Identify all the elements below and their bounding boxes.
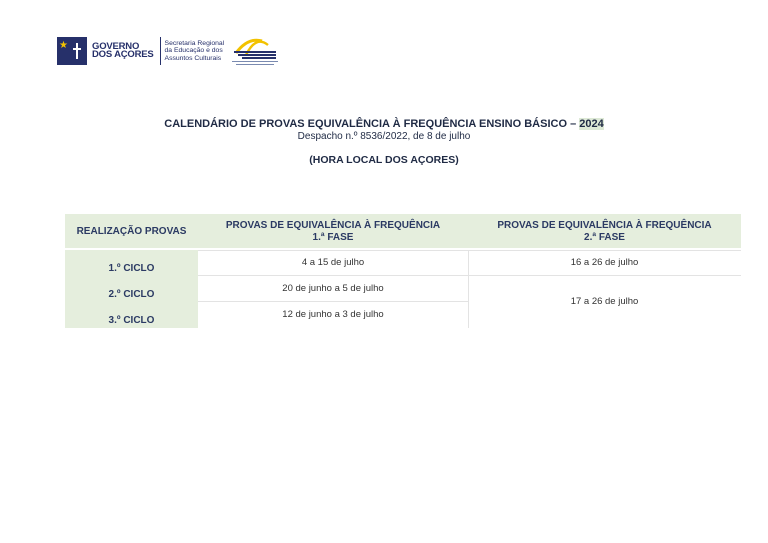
title-block [0,118,768,166]
table-line [198,250,741,251]
cell-1ciclo-fase1: 4 a 15 de julho [301,257,365,268]
cell-2-3ciclo-fase2: 17 a 26 de julho [570,296,639,307]
row-label-2-ciclo: 2.º CICLO [65,276,198,302]
logo-divider [160,37,161,65]
acores-emblem-icon: ★ [57,37,87,65]
governo-acores-logo [57,36,224,66]
row-label-3-ciclo: 3.º CICLO [65,302,198,328]
title-year: 2024 [579,118,604,130]
table-line [198,275,741,276]
hora-local-note: (HORA LOCAL DOS AÇORES) [309,154,459,166]
row-label-1-ciclo: 1.º CICLO [65,250,198,276]
page-title: CALENDÁRIO DE PROVAS EQUIVALÊNCIA À FREQUÊNCIA ENSINO BÁSICO – 2024 [164,118,604,130]
governo-text: GOVERNO DOS AÇORES [92,41,154,60]
dre-logo-icon [228,33,282,69]
header-realizacao: REALIZAÇÃO PROVAS [65,214,198,248]
cell-3ciclo-fase1: 12 de junho a 3 de julho [282,309,384,320]
table-line [198,301,468,302]
header-fase1: PROVAS DE EQUIVALÊNCIA À FREQUÊNCIA 1.ª FASE [198,214,468,248]
despacho-subtitle: Despacho n.º 8536/2022, de 8 de julho [297,131,471,142]
cell-2ciclo-fase1: 20 de junho a 5 de julho [282,283,384,294]
secretaria-text: Secretaria Regional da Educação e dos Assuntos Culturais [164,40,225,62]
cell-1ciclo-fase2: 16 a 26 de julho [570,257,639,268]
header-fase2: PROVAS DE EQUIVALÊNCIA À FREQUÊNCIA 2.ª FASE [468,214,741,248]
